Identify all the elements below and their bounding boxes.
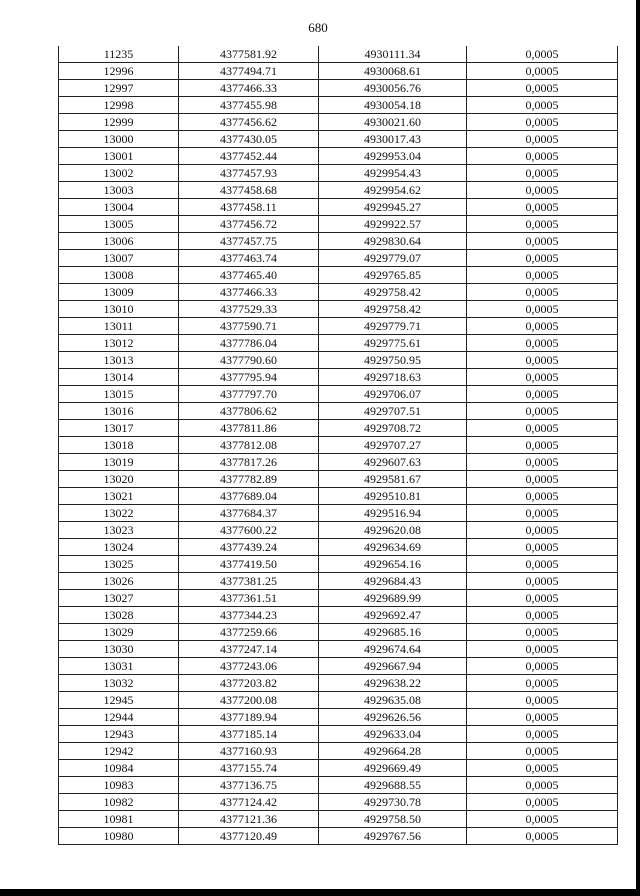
table-row [59,777,618,794]
table-row [59,148,618,165]
table-row [59,369,618,386]
table-row [59,97,618,114]
error-cell: 0,0005 [467,301,618,318]
y-coordinate-cell: 4929607.63 [319,454,467,471]
error-cell: 0,0005 [467,828,618,845]
table-row [59,80,618,97]
x-coordinate-cell: 4377361.51 [179,590,319,607]
point-number-cell: 10983 [59,777,179,794]
x-coordinate-cell: 4377797.70 [179,386,319,403]
x-coordinate-cell: 4377590.71 [179,318,319,335]
point-number-cell: 13022 [59,505,179,522]
error-cell: 0,0005 [467,454,618,471]
point-number-cell: 13005 [59,216,179,233]
y-coordinate-cell: 4929581.67 [319,471,467,488]
point-number-cell: 13002 [59,165,179,182]
x-coordinate-cell: 4377189.94 [179,709,319,726]
error-cell: 0,0005 [467,437,618,454]
point-number-cell: 11235 [59,46,179,63]
y-coordinate-cell: 4929667.94 [319,658,467,675]
y-coordinate-cell: 4929674.64 [319,641,467,658]
x-coordinate-cell: 4377811.86 [179,420,319,437]
point-number-cell: 13025 [59,556,179,573]
x-coordinate-cell: 4377457.93 [179,165,319,182]
table-row [59,267,618,284]
error-cell: 0,0005 [467,267,618,284]
error-cell: 0,0005 [467,692,618,709]
x-coordinate-cell: 4377136.75 [179,777,319,794]
x-coordinate-cell: 4377458.11 [179,199,319,216]
table-row [59,437,618,454]
error-cell: 0,0005 [467,590,618,607]
y-coordinate-cell: 4929635.08 [319,692,467,709]
error-cell: 0,0005 [467,488,618,505]
y-coordinate-cell: 4929954.43 [319,165,467,182]
point-number-cell: 13011 [59,318,179,335]
x-coordinate-cell: 4377457.75 [179,233,319,250]
table-row [59,692,618,709]
point-number-cell: 13029 [59,624,179,641]
y-coordinate-cell: 4929750.95 [319,352,467,369]
x-coordinate-cell: 4377494.71 [179,63,319,80]
error-cell: 0,0005 [467,46,618,63]
y-coordinate-cell: 4929692.47 [319,607,467,624]
error-cell: 0,0005 [467,216,618,233]
error-cell: 0,0005 [467,233,618,250]
x-coordinate-cell: 4377456.62 [179,114,319,131]
y-coordinate-cell: 4929707.51 [319,403,467,420]
error-cell: 0,0005 [467,80,618,97]
x-coordinate-cell: 4377806.62 [179,403,319,420]
error-cell: 0,0005 [467,335,618,352]
point-number-cell: 13024 [59,539,179,556]
x-coordinate-cell: 4377200.08 [179,692,319,709]
y-coordinate-cell: 4929953.04 [319,148,467,165]
table-row [59,743,618,760]
point-number-cell: 13017 [59,420,179,437]
error-cell: 0,0005 [467,63,618,80]
x-coordinate-cell: 4377782.89 [179,471,319,488]
point-number-cell: 13021 [59,488,179,505]
table-row [59,335,618,352]
x-coordinate-cell: 4377466.33 [179,80,319,97]
table-row [59,420,618,437]
x-coordinate-cell: 4377121.36 [179,811,319,828]
y-coordinate-cell: 4929620.08 [319,522,467,539]
table-row [59,590,618,607]
y-coordinate-cell: 4929684.43 [319,573,467,590]
y-coordinate-cell: 4929765.85 [319,267,467,284]
error-cell: 0,0005 [467,658,618,675]
point-number-cell: 13004 [59,199,179,216]
x-coordinate-cell: 4377786.04 [179,335,319,352]
x-coordinate-cell: 4377439.24 [179,539,319,556]
error-cell: 0,0005 [467,556,618,573]
table-row [59,46,618,63]
x-coordinate-cell: 4377344.23 [179,607,319,624]
error-cell: 0,0005 [467,97,618,114]
point-number-cell: 12944 [59,709,179,726]
x-coordinate-cell: 4377458.68 [179,182,319,199]
y-coordinate-cell: 4929945.27 [319,199,467,216]
x-coordinate-cell: 4377455.98 [179,97,319,114]
error-cell: 0,0005 [467,760,618,777]
y-coordinate-cell: 4929688.55 [319,777,467,794]
table-row [59,114,618,131]
x-coordinate-cell: 4377529.33 [179,301,319,318]
x-coordinate-cell: 4377203.82 [179,675,319,692]
point-number-cell: 12998 [59,97,179,114]
table-row [59,556,618,573]
table-row [59,301,618,318]
y-coordinate-cell: 4929706.07 [319,386,467,403]
table-row [59,216,618,233]
x-coordinate-cell: 4377243.06 [179,658,319,675]
point-number-cell: 13016 [59,403,179,420]
y-coordinate-cell: 4929634.69 [319,539,467,556]
point-number-cell: 12999 [59,114,179,131]
y-coordinate-cell: 4929685.16 [319,624,467,641]
x-coordinate-cell: 4377452.44 [179,148,319,165]
table-row [59,352,618,369]
error-cell: 0,0005 [467,811,618,828]
point-number-cell: 13027 [59,590,179,607]
y-coordinate-cell: 4929830.64 [319,233,467,250]
point-number-cell: 13001 [59,148,179,165]
table-row [59,165,618,182]
table-row [59,573,618,590]
x-coordinate-cell: 4377600.22 [179,522,319,539]
point-number-cell: 13007 [59,250,179,267]
x-coordinate-cell: 4377185.14 [179,726,319,743]
table-row [59,709,618,726]
x-coordinate-cell: 4377124.42 [179,794,319,811]
table-row [59,63,618,80]
y-coordinate-cell: 4930111.34 [319,46,467,63]
error-cell: 0,0005 [467,607,618,624]
y-coordinate-cell: 4929922.57 [319,216,467,233]
table-row [59,794,618,811]
error-cell: 0,0005 [467,777,618,794]
point-number-cell: 13023 [59,522,179,539]
x-coordinate-cell: 4377120.49 [179,828,319,845]
table-row [59,233,618,250]
x-coordinate-cell: 4377812.08 [179,437,319,454]
y-coordinate-cell: 4930068.61 [319,63,467,80]
error-cell: 0,0005 [467,675,618,692]
point-number-cell: 13030 [59,641,179,658]
point-number-cell: 13028 [59,607,179,624]
table-row [59,811,618,828]
y-coordinate-cell: 4929633.04 [319,726,467,743]
error-cell: 0,0005 [467,743,618,760]
table-row [59,199,618,216]
table-row [59,505,618,522]
point-number-cell: 13031 [59,658,179,675]
y-coordinate-cell: 4929664.28 [319,743,467,760]
table-row [59,675,618,692]
x-coordinate-cell: 4377259.66 [179,624,319,641]
y-coordinate-cell: 4929654.16 [319,556,467,573]
error-cell: 0,0005 [467,131,618,148]
error-cell: 0,0005 [467,522,618,539]
error-cell: 0,0005 [467,352,618,369]
x-coordinate-cell: 4377790.60 [179,352,319,369]
table-row [59,403,618,420]
point-number-cell: 12945 [59,692,179,709]
error-cell: 0,0005 [467,505,618,522]
x-coordinate-cell: 4377155.74 [179,760,319,777]
coordinates-table [58,46,618,845]
error-cell: 0,0005 [467,726,618,743]
table-row [59,471,618,488]
error-cell: 0,0005 [467,318,618,335]
table-row [59,131,618,148]
point-number-cell: 12943 [59,726,179,743]
point-number-cell: 13010 [59,301,179,318]
table-row [59,624,618,641]
x-coordinate-cell: 4377581.92 [179,46,319,63]
point-number-cell: 10981 [59,811,179,828]
table-row [59,658,618,675]
error-cell: 0,0005 [467,148,618,165]
error-cell: 0,0005 [467,369,618,386]
y-coordinate-cell: 4929718.63 [319,369,467,386]
point-number-cell: 13003 [59,182,179,199]
point-number-cell: 10984 [59,760,179,777]
table-row [59,539,618,556]
x-coordinate-cell: 4377689.04 [179,488,319,505]
y-coordinate-cell: 4929775.61 [319,335,467,352]
error-cell: 0,0005 [467,182,618,199]
y-coordinate-cell: 4929626.56 [319,709,467,726]
x-coordinate-cell: 4377684.37 [179,505,319,522]
error-cell: 0,0005 [467,709,618,726]
table-row [59,454,618,471]
table-row [59,488,618,505]
coordinates-table-body [59,46,618,845]
y-coordinate-cell: 4930021.60 [319,114,467,131]
y-coordinate-cell: 4929510.81 [319,488,467,505]
point-number-cell: 10980 [59,828,179,845]
table-row [59,182,618,199]
point-number-cell: 12942 [59,743,179,760]
point-number-cell: 13008 [59,267,179,284]
x-coordinate-cell: 4377247.14 [179,641,319,658]
table-row [59,726,618,743]
x-coordinate-cell: 4377465.40 [179,267,319,284]
y-coordinate-cell: 4929516.94 [319,505,467,522]
x-coordinate-cell: 4377160.93 [179,743,319,760]
point-number-cell: 12996 [59,63,179,80]
y-coordinate-cell: 4929779.71 [319,318,467,335]
y-coordinate-cell: 4929767.56 [319,828,467,845]
error-cell: 0,0005 [467,641,618,658]
y-coordinate-cell: 4929707.27 [319,437,467,454]
error-cell: 0,0005 [467,386,618,403]
table-row [59,641,618,658]
table-row [59,284,618,301]
error-cell: 0,0005 [467,471,618,488]
x-coordinate-cell: 4377817.26 [179,454,319,471]
error-cell: 0,0005 [467,114,618,131]
point-number-cell: 13032 [59,675,179,692]
error-cell: 0,0005 [467,403,618,420]
error-cell: 0,0005 [467,284,618,301]
point-number-cell: 13013 [59,352,179,369]
y-coordinate-cell: 4930017.43 [319,131,467,148]
table-row [59,828,618,845]
y-coordinate-cell: 4929730.78 [319,794,467,811]
y-coordinate-cell: 4930054.18 [319,97,467,114]
x-coordinate-cell: 4377463.74 [179,250,319,267]
point-number-cell: 13000 [59,131,179,148]
error-cell: 0,0005 [467,624,618,641]
table-row [59,607,618,624]
y-coordinate-cell: 4929689.99 [319,590,467,607]
x-coordinate-cell: 4377419.50 [179,556,319,573]
table-row [59,386,618,403]
x-coordinate-cell: 4377466.33 [179,284,319,301]
y-coordinate-cell: 4929758.42 [319,284,467,301]
table-row [59,522,618,539]
point-number-cell: 13018 [59,437,179,454]
point-number-cell: 13026 [59,573,179,590]
point-number-cell: 13012 [59,335,179,352]
y-coordinate-cell: 4929638.22 [319,675,467,692]
error-cell: 0,0005 [467,573,618,590]
point-number-cell: 13009 [59,284,179,301]
error-cell: 0,0005 [467,165,618,182]
y-coordinate-cell: 4930056.76 [319,80,467,97]
x-coordinate-cell: 4377456.72 [179,216,319,233]
point-number-cell: 10982 [59,794,179,811]
error-cell: 0,0005 [467,420,618,437]
error-cell: 0,0005 [467,539,618,556]
error-cell: 0,0005 [467,250,618,267]
y-coordinate-cell: 4929758.50 [319,811,467,828]
y-coordinate-cell: 4929954.62 [319,182,467,199]
point-number-cell: 13020 [59,471,179,488]
x-coordinate-cell: 4377795.94 [179,369,319,386]
table-row [59,760,618,777]
y-coordinate-cell: 4929669.49 [319,760,467,777]
error-cell: 0,0005 [467,794,618,811]
point-number-cell: 12997 [59,80,179,97]
table-row [59,318,618,335]
table-row [59,250,618,267]
point-number-cell: 13019 [59,454,179,471]
y-coordinate-cell: 4929708.72 [319,420,467,437]
point-number-cell: 13014 [59,369,179,386]
x-coordinate-cell: 4377381.25 [179,573,319,590]
y-coordinate-cell: 4929779.07 [319,250,467,267]
point-number-cell: 13015 [59,386,179,403]
x-coordinate-cell: 4377430.05 [179,131,319,148]
page-number: 680 [308,20,328,35]
error-cell: 0,0005 [467,199,618,216]
point-number-cell: 13006 [59,233,179,250]
y-coordinate-cell: 4929758.42 [319,301,467,318]
